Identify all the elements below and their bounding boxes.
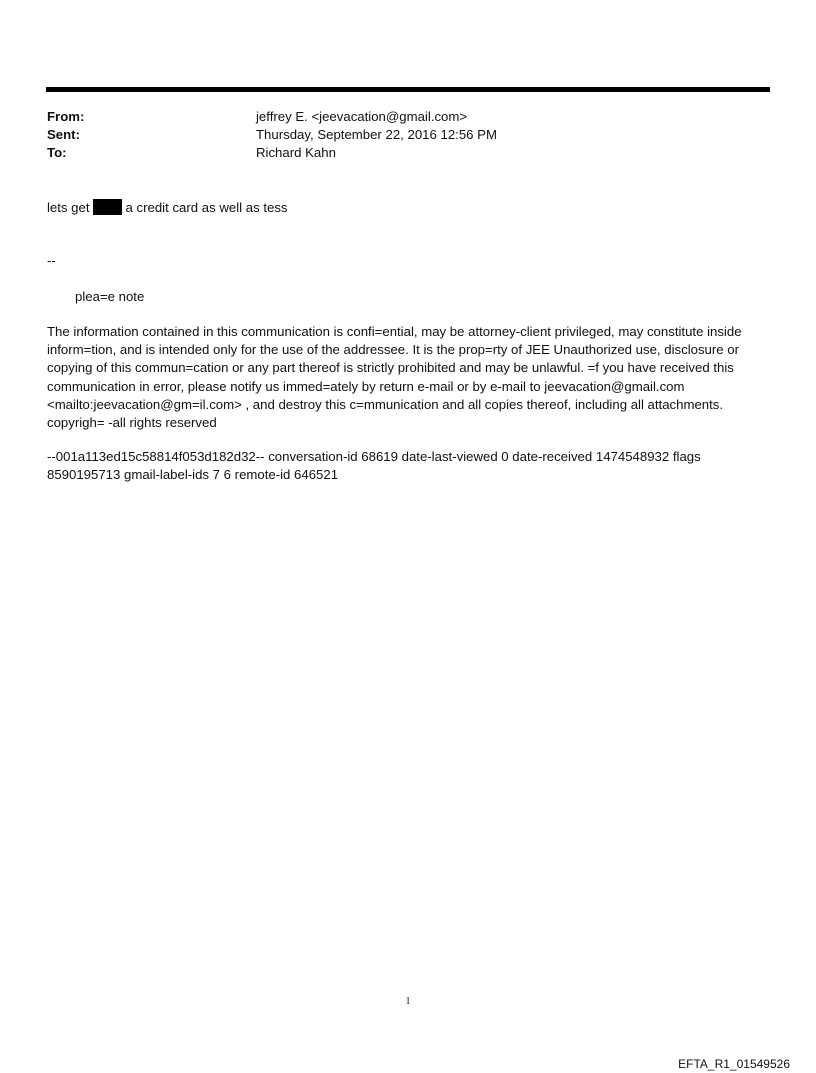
header-rule bbox=[46, 87, 770, 92]
signature-note: plea=e note bbox=[75, 289, 145, 304]
signature-separator: -- bbox=[47, 253, 56, 268]
email-header bbox=[47, 108, 767, 162]
redaction-box bbox=[93, 199, 122, 215]
message-text-after: a credit card as well as tess bbox=[125, 200, 288, 215]
sent-row bbox=[47, 126, 767, 144]
confidentiality-disclaimer: The information contained in this communication is confi=ential, may be attorney-client privileged, may constitute inside inform=tion, and is intended only for the use of the addressee. It is the prop=rty of JEE Unauthorized use, disclosure or copying of this commun=cation or any part thereof is strictly prohibited and may be unlawful. =f you have received this communication in error, please notify us immed=ately by return e-mail or by e-mail to jeevacation@gmail.com <mailto:jeevacation@gm=il.com> , and destroy this c=mmunication and all copies thereof, including all attachments. copyrigh= -all rights reserved bbox=[47, 324, 742, 431]
to-value: Richard Kahn bbox=[256, 145, 336, 160]
sent-value: Thursday, September 22, 2016 12:56 PM bbox=[256, 127, 497, 142]
document-id: EFTA_R1_01549526 bbox=[678, 1057, 790, 1071]
to-label: To: bbox=[47, 145, 67, 160]
message-text-before: lets get bbox=[47, 200, 90, 215]
page-number: 1 bbox=[405, 996, 411, 1007]
from-value: jeffrey E. <jeevacation@gmail.com> bbox=[256, 109, 468, 124]
from-row bbox=[47, 108, 767, 126]
message-body bbox=[47, 199, 288, 217]
message-metadata: --001a113ed15c58814f053d182d32-- conversation-id 68619 date-last-viewed 0 date-received 1474548932 flags 8590195713 gmail-label-ids 7 6 remote-id 646521 bbox=[47, 449, 701, 483]
from-label: From: bbox=[47, 109, 85, 124]
to-row bbox=[47, 144, 767, 162]
sent-label: Sent: bbox=[47, 127, 80, 142]
